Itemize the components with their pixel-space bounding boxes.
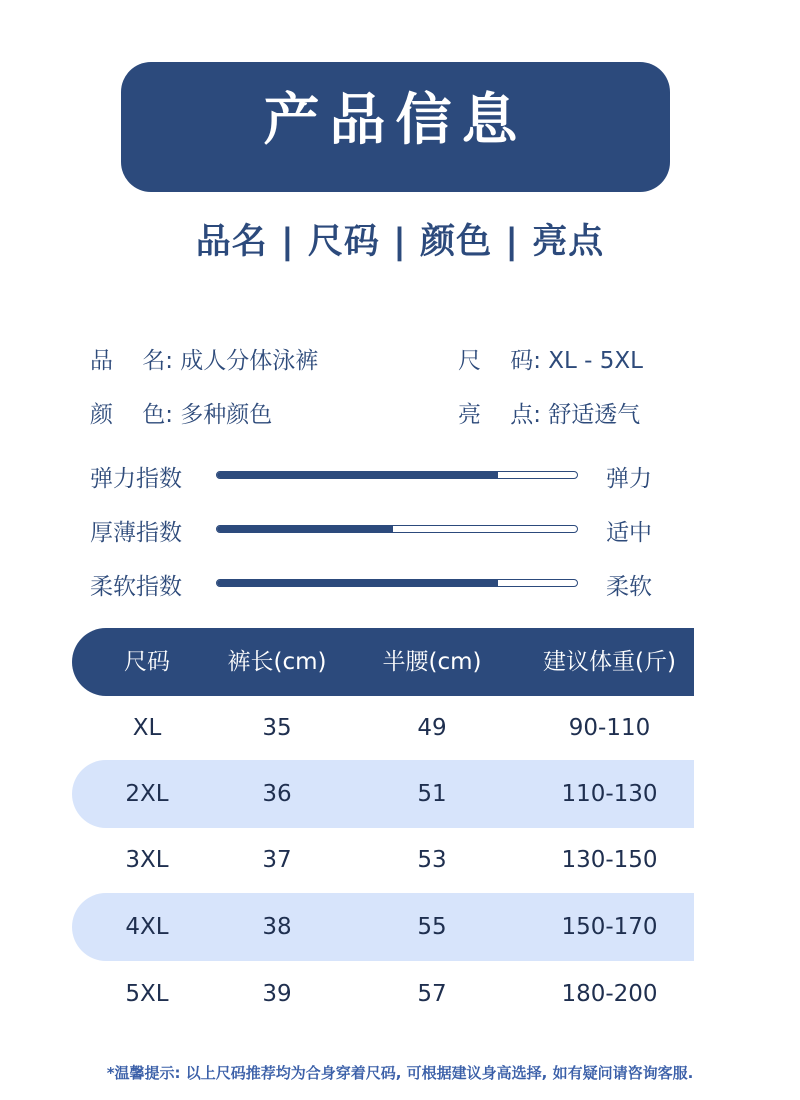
cell-size: 5XL bbox=[125, 981, 169, 1007]
info-size: 尺 码: XL - 5XL bbox=[458, 348, 643, 374]
cell-waist: 57 bbox=[417, 981, 447, 1007]
cell-waist: 51 bbox=[417, 781, 447, 807]
table-row bbox=[72, 694, 694, 762]
cell-length: 38 bbox=[262, 914, 292, 940]
softness-index-value: 柔软 bbox=[606, 574, 652, 600]
cell-waist: 49 bbox=[417, 715, 447, 741]
banner-title-en: PRODUCT INFORMATION bbox=[220, 2, 571, 33]
cell-length: 39 bbox=[262, 981, 292, 1007]
title-banner bbox=[121, 2, 670, 192]
footnote: *温馨提示: 以上尺码推荐均为合身穿着尺码, 可根据建议身高选择, 如有疑问请咨询客服. bbox=[106, 1064, 694, 1082]
table-row bbox=[72, 960, 694, 1028]
elasticity-index-value: 弹力 bbox=[606, 466, 652, 492]
cell-weight: 180-200 bbox=[561, 981, 658, 1007]
thickness-index-label: 厚薄指数 bbox=[90, 520, 182, 546]
cell-length: 35 bbox=[262, 715, 292, 741]
info-color: 颜 色: 多种颜色 bbox=[90, 402, 273, 428]
cell-size: XL bbox=[132, 715, 162, 741]
header-waist: 半腰(cm) bbox=[382, 649, 482, 675]
thickness-index-fill bbox=[217, 526, 393, 532]
cell-size: 2XL bbox=[125, 781, 169, 807]
cell-waist: 53 bbox=[417, 847, 447, 873]
elasticity-index-bar bbox=[216, 471, 578, 479]
info-product-name: 品 名: 成人分体泳裤 bbox=[90, 348, 319, 374]
size-table-header bbox=[72, 628, 694, 696]
section-subtitle: 品名 | 尺码 | 颜色 | 亮点 bbox=[195, 222, 605, 262]
softness-index-label: 柔软指数 bbox=[90, 574, 182, 600]
elasticity-index-fill bbox=[217, 472, 498, 478]
header-weight: 建议体重(斤) bbox=[543, 649, 676, 675]
cell-weight: 90-110 bbox=[568, 715, 651, 741]
cell-weight: 130-150 bbox=[561, 847, 658, 873]
thickness-index-value: 适中 bbox=[606, 520, 652, 546]
cell-length: 37 bbox=[262, 847, 292, 873]
table-row bbox=[72, 893, 694, 961]
softness-index-bar bbox=[216, 579, 578, 587]
cell-size: 4XL bbox=[125, 914, 169, 940]
cell-waist: 55 bbox=[417, 914, 447, 940]
softness-index-fill bbox=[217, 580, 498, 586]
cell-weight: 110-130 bbox=[561, 781, 658, 807]
table-row bbox=[72, 760, 694, 828]
thickness-index-bar bbox=[216, 525, 578, 533]
elasticity-index-label: 弹力指数 bbox=[90, 466, 182, 492]
cell-length: 36 bbox=[262, 781, 292, 807]
table-row bbox=[72, 826, 694, 894]
cell-size: 3XL bbox=[125, 847, 169, 873]
cell-weight: 150-170 bbox=[561, 914, 658, 940]
info-highlight: 亮 点: 舒适透气 bbox=[458, 402, 641, 428]
header-size: 尺码 bbox=[124, 649, 170, 675]
header-length: 裤长(cm) bbox=[227, 649, 327, 675]
banner-title-cn: 产品信息 bbox=[263, 88, 528, 153]
